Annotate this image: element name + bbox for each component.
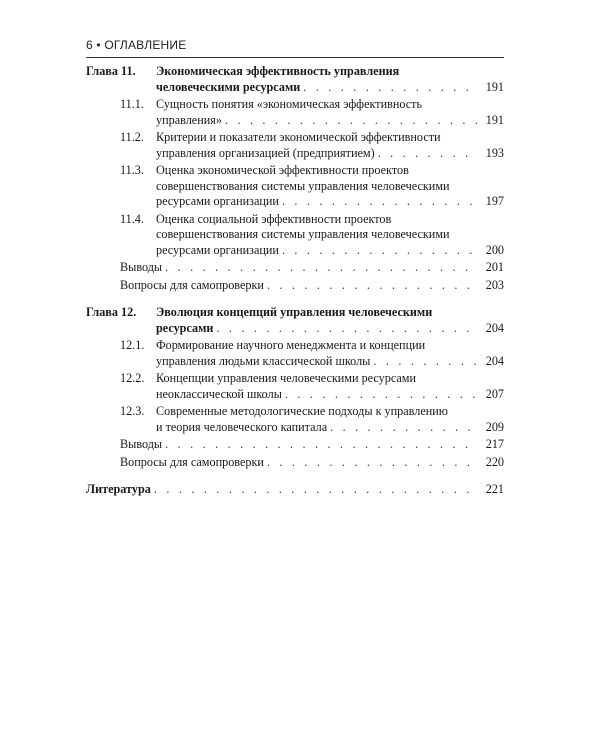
entry-title: Вопросы для самопроверки [120,454,264,469]
section-title-line: Сущность понятия «экономическая эффективность [156,97,423,111]
toc-section-11-3[interactable] [86,163,504,210]
dot-leader [267,278,478,294]
toc-chapter-11[interactable] [86,64,504,95]
dot-leader [154,482,478,498]
page-number: 204 [485,353,504,368]
page-number: 221 [485,482,504,496]
dot-leader [330,420,478,436]
section-number: 11.1. [120,97,144,111]
chapter-number: Глава 11. [86,64,136,78]
toc-section-11-1[interactable] [86,97,504,128]
toc-questions-12[interactable] [86,455,504,471]
section-number: 11.2. [120,130,144,144]
section-title-line: совершенствования системы управления человеческими [156,178,450,193]
dot-leader [282,243,478,259]
toc-section-12-2[interactable] [86,371,504,402]
toc-section-12-1[interactable] [86,338,504,369]
entry-title: Выводы [120,260,163,274]
page-number: 191 [485,79,504,94]
dot-leader [285,387,478,403]
toc-questions-11[interactable] [86,278,504,294]
toc-section-11-2[interactable] [86,130,504,161]
dot-leader [267,455,478,471]
page-number: 191 [485,112,504,127]
chapter-title-line: человеческими ресурсами [156,79,301,94]
chapter-title-line: Эволюция концепций управления человеческими [156,305,433,319]
section-number: 12.1. [120,338,145,352]
dot-leader [225,113,478,129]
section-title-line: Оценка экономической эффективности проектов [156,163,409,177]
section-title-line: Критерии и показатели экономической эффективности [156,130,441,144]
section-title-line: неоклассической школы [156,386,282,401]
header-rule [86,57,504,58]
section-title-line: Формирование научного менеджмента и концепции [156,338,426,352]
section-title-line: совершенствования системы управления человеческими [156,227,450,241]
page-number: 193 [485,145,504,160]
section-title-line: и теория человеческого капитала [156,419,328,434]
page-number: 209 [485,419,504,434]
toc-conclusions-12[interactable] [86,437,504,453]
page-number: 220 [485,454,504,469]
section-title-line: ресурсами организации [156,194,279,208]
chapter-title-line: Экономическая эффективность управления [156,64,400,78]
dot-leader [373,354,478,370]
dot-leader [165,260,478,276]
dot-leader [216,321,478,337]
section-title-line: Оценка социальной эффективности проектов [156,211,392,226]
table-of-contents [86,64,504,498]
chapter-number: Глава 12. [86,305,137,319]
running-head: 6 • ОГЛАВЛЕНИЕ [86,38,187,52]
section-title-line: управления людьми классической школы [156,353,371,368]
dot-leader [282,194,478,210]
section-title-line: управления» [156,112,222,127]
chapter-title-line: ресурсами [156,320,214,335]
toc-literature[interactable] [86,482,504,498]
page-number: 201 [485,260,504,274]
page-number: 197 [485,194,504,208]
entry-title: Вопросы для самопроверки [120,277,264,292]
entry-title: Выводы [120,437,163,451]
page-number: 207 [485,386,504,401]
dot-leader [165,437,478,453]
toc-chapter-12[interactable] [86,305,504,336]
section-title-line: ресурсами организации [156,242,279,257]
section-number: 11.3. [120,163,144,177]
page-number: 204 [485,320,504,335]
page-number: 203 [485,277,504,292]
section-number: 12.3. [120,404,145,418]
section-number: 11.4. [120,211,144,226]
section-title-line: Современные методологические подходы к управлению [156,404,448,418]
dot-leader [378,146,478,162]
dot-leader [303,80,478,96]
entry-title: Литература [86,482,151,496]
toc-section-11-4[interactable] [86,212,504,259]
section-number: 12.2. [120,371,145,385]
page-number: 200 [485,242,504,257]
toc-conclusions-11[interactable] [86,260,504,276]
section-title-line: Концепции управления человеческими ресурсами [156,371,417,385]
page-number: 217 [485,437,504,451]
toc-section-12-3[interactable] [86,404,504,435]
section-title-line: управления организацией (предприятием) [156,145,375,160]
